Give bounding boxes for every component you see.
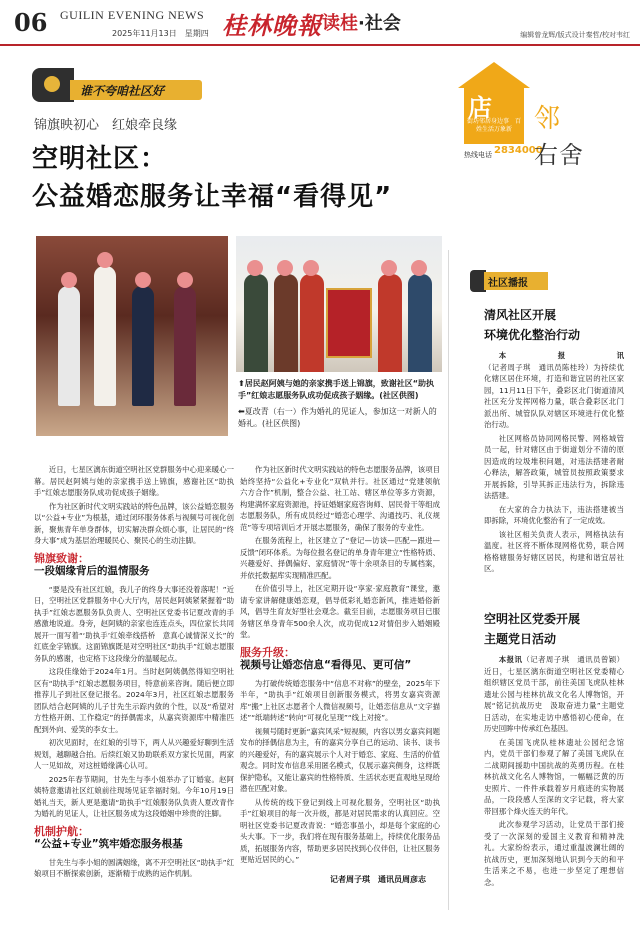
person-figure <box>244 274 268 372</box>
body-paragraph: “要是没有社区红娘，我儿子的终身大事还没着落呢！”近日，空明社区党群服务中心大厅内，居民赵阿姨紧紧握着“助执手”红娘志愿服务队负责人、空明社区党委书记夏改青的手感激地说道。身旁，赵阿姨的亲家也连连点头，四位家长共同展开一面写着“‘助执手’红娘牵线搭桥 意真心诚情深义长”的红底金字锦旗。这面锦旗既是对空明社区“助执手”红娘志愿服务队的感谢，也定格下这段缘分的温暖起点。 <box>34 584 234 663</box>
section-subname: ·社会 <box>358 13 401 34</box>
intro-paragraph: 近日，七星区漓东街道空明社区党群服务中心迎来暖心一幕。居民赵阿姨与她的亲家携手送上锦旗，感谢社区“助执手”红娘志愿服务队成功促成孩子姻缘。 <box>34 465 234 497</box>
caption-b-text: 夏改青（右一）作为婚礼的见证人，参加这一对新人的婚礼。(社区供图) <box>238 407 437 428</box>
person-figure <box>408 274 432 372</box>
body-paragraph: 为打破传统婚恋服务中“信息不对称”的壁垒，2025年下半年，“助执手”红娘项目创新服务模式，将男女嘉宾资源库“搬”上社区志愿者个人微信视频号，让婚恋信息从“文字描述”“纸端转述”转向“可视化呈现”“线上对接”。 <box>240 678 440 722</box>
hotline-label: 热线电话 <box>464 151 492 159</box>
newspaper-logo: 桂林晚報 <box>222 11 322 40</box>
column-tag-label: 谁不夸咱社区好 <box>80 84 165 98</box>
photo-banner-presentation <box>236 236 442 372</box>
publication-date: 2025年11月13日 星期四 <box>112 29 209 38</box>
story-paragraph <box>484 654 624 735</box>
masthead <box>0 0 640 46</box>
story-text: 为持续优化辖区居住环境，打造和谐宜居的社区家园，11月11日下午，叠彩区北门街道清风社区充分发挥网格力量，联合叠彩区北门派出所、城管队队对辖区环境进行优化整治行动。 <box>484 362 624 429</box>
silk-banner <box>326 288 372 358</box>
section-tag: 服务升级： <box>240 645 295 659</box>
person-figure <box>58 286 80 406</box>
story-paragraph <box>484 350 624 431</box>
sidebar-column-tag <box>470 270 620 292</box>
photo-wedding-ceremony <box>36 236 228 436</box>
body-paragraph: 从传统的线下登记到线上可视化服务，空明社区“助执手”红娘项目的每一次升级，都是对居民需求的认真回应。空明社区党委书记夏改青说：“婚恋事虽小，却是每个家庭的心头大事。下一步，我们将在现有服务基础上，持续优化服务品质，拓展服务内容，帮助更多居民找到心仪伴侣，让社区服务更贴近居民的心。” <box>240 797 440 864</box>
story-2-title-1: 空明社区党委开展 <box>484 612 581 626</box>
section-tag: 机制护航： <box>34 824 89 838</box>
intro-paragraph: 作为社区新时代文明实践站的特色品牌，该公益婚恋服务以“公益+专业”为根基，通过闭环服务体系与视频号可视化创新，聚焦青年单身群体，切实解决群众烦心事，让居民的“终身大事”成为基层治理暖民心、聚民心的生动注脚。 <box>34 501 234 545</box>
editor-credits: 编辑曾龙辉/版式设计秦哲/校对韦红 <box>520 31 630 39</box>
story-text: 近日，七星区漓东街道空明社区党委精心组织辖区党员干部，前往美国飞虎队桂林遗址公园与桂林抗战文化名人博物馆，开展“铭记抗战历史 汲取奋进力量”主题党日活动，在实地走访中感悟初心使命，在历史回眸中传承红色基因。 <box>484 666 624 733</box>
brand-slogan: 街坊邻居身边事 百姓生活万象新 <box>466 118 521 133</box>
story-paragraph: 此次参观学习活动，让党员干部们接受了一次深刻的爱国主义教育和精神洗礼。大家纷纷表示，通过重温波澜壮阔的抗战历史，更加深刻地认识到今天的和平生活来之不易，也进一步坚定了理想信念。 <box>484 820 624 887</box>
page-number: 06 <box>14 8 48 37</box>
story-2-title-2: 主题党日活动 <box>484 632 557 646</box>
body-paragraph: 这段佳缘始于2024年1月。当时赵阿姨偶然得知空明社区有“助执手”红娘志愿服务项目，特意前来咨询。随后便立即推荐儿子到社区登记报名。2024年3月，社区红娘志愿服务团队结合赵阿姨的儿子甘先生示踪内敛的个性，以及“希望对方性格开朗、工作稳定”的择偶需求，从嘉宾资源库中精准匹配到外向、爱笑的李女士。 <box>34 667 234 734</box>
photo-caption-b: ⬅夏改青（右一）作为婚礼的见证人，参加这一对新人的婚礼。(社区供图) <box>238 407 437 428</box>
story-paragraph: 该社区相关负责人表示，网格执法有温度。社区将不断体现网格优势，联合网格格辖服务好辖区居民，构建和谐宜居社区。 <box>484 529 624 573</box>
hotline-number: 2834000 <box>494 145 543 156</box>
body-paragraph: 在服务流程上，社区建立了“登记—访谈—匹配—跟进—反馈”闭环体系。为每位报名登记的单身青年建立“性格特质、兴趣爱好、择偶偏好、家庭情况”等十余项条目的专属档案，并依托数据库实现精准匹配。 <box>240 536 440 580</box>
body-paragraph: 作为社区新时代文明实践站的特色志愿服务品牌，该项目始终坚持“公益化+专业化”双轨并行。社区通过“党建领航 六方合作”机制，整合公益、社工站、辖区单位等多方资源，构建满怀家庭资源池，持证婚姻家庭咨询师、居民骨干等组成志愿服务队，所有成员经过“婚恋心理学、沟通技巧、礼仪规范”等专项培训后才开展志愿服务，确保了服务的专业性。 <box>240 465 448 532</box>
story-2-body <box>484 654 624 890</box>
headline-line-1: 空明社区： <box>32 144 168 174</box>
story-paragraph: 社区网格员协同网格民警、网格城管员一起，针对辖区由于街道划分不清的原因造成的垃圾堆积问题，对违法搭建者耐心释法，解答政策，城管员按照政策要求开展拆除，引导其拆正违法行为，拆除违法搭建。 <box>484 433 624 500</box>
story-reporter: （记者周子琪 通讯员陈桂玲） <box>484 362 594 372</box>
story-reporter: （记者周子琪 通讯员曾颖） <box>522 655 624 664</box>
paper-name-english: GUILIN EVENING NEWS <box>60 8 205 22</box>
story-1-title-2: 环境优化整治行动 <box>484 328 581 342</box>
body-paragraph: 甘先生与李小姐的圆满姻缘，离不开空明社区“助执手”红娘项目不断探索创新，逐渐精于成熟的运作机制。 <box>34 857 234 878</box>
article-column-1 <box>34 464 234 882</box>
body-paragraph: 在价值引导上，社区定期开设“享家·家庭教育”课堂，邀请专家讲解健康婚恋观，倡导低彩礼婚恋新风，推进婚俗新风，倡导生育友好型社会观念。截至目前，志愿服务项目已服务辖区单身青年500余人次，成功促成12对情侣步入婚姻殿堂。 <box>240 584 440 639</box>
story-paragraph: 在美国飞虎队桂林遗址公园纪念馆内，党员干部们参观了解了美国飞虎队在二战期间援助中国抗战的英勇历程。在桂林抗战文化名人博物馆，一幅幅泛黄的历史照片、一件件承载着岁月痕迹的实物展品，一段段感人至深的文字记载，将大家带回那个烽火连天的年代。 <box>484 737 624 816</box>
section-title <box>322 9 401 35</box>
body-paragraph: 初次见面时，在红娘的引导下，两人从兴趣爱好聊到生活规划，越聊越合拍。后续红娘又协助联系双方家长见面，两家人一见如故，对这桩婚缘满心认可。 <box>34 738 234 770</box>
story-1-body <box>484 350 624 577</box>
headline-line-2: 公益婚恋服务让幸福“看得见” <box>32 182 393 212</box>
article-kicker: 锦旗映初心 红娘牵良缘 <box>34 118 178 133</box>
person-figure <box>94 266 116 406</box>
story-lead: 本报讯 <box>498 351 624 360</box>
brand-name-top: 邻 <box>534 104 562 134</box>
section-name: 读桂 <box>322 13 358 34</box>
byline: 记者周子琪 通讯员周彦志 <box>330 875 426 884</box>
body-paragraph: 2025年春节期间，甘先生与李小姐举办了订婚宴。赵阿姨特意邀请社区红娘前往现场见证幸福时刻。今年10月19日婚礼当天，新人更是邀请“助执手”红娘服务队负责人夏改青作为婚礼的见证人，让社区服务成为这段婚姻中珍贵的注脚。 <box>34 774 234 818</box>
person-figure <box>300 274 324 372</box>
roof-shape <box>458 62 530 88</box>
sidebar-tag-label: 社区播报 <box>488 278 528 289</box>
section-tag: 锦旗致谢： <box>34 551 89 565</box>
brand-name <box>534 98 584 170</box>
person-figure <box>378 274 402 372</box>
section-title: 视频号让婚恋信息“看得见、更可信” <box>240 659 412 671</box>
caption-a-text: 居民赵阿姨与她的亲家携手送上锦旗，致谢社区“助执手”红娘志愿服务队成功促成孩子姻缘。(社区供图) <box>238 379 434 400</box>
section-title: “公益+专业”筑牢婚恋服务根基 <box>34 838 183 850</box>
story-lead: 本报讯 <box>498 655 523 664</box>
story-1-title-1: 清风社区开展 <box>484 308 557 322</box>
house-logo <box>458 62 530 146</box>
column-badge-icon <box>32 68 74 102</box>
column-tag <box>32 68 202 102</box>
person-figure <box>274 274 298 372</box>
brand-big-char: 店 <box>468 93 492 122</box>
brand-name-bottom: 右舍 <box>534 141 584 169</box>
section-title: 一段姻缘背后的温情服务 <box>34 565 150 577</box>
photo-caption-a: ⬆居民赵阿姨与她的亲家携手送上锦旗，致谢社区“助执手”红娘志愿服务队成功促成孩子姻缘。(社区供图) <box>238 379 434 400</box>
story-paragraph: 在大家的合力执法下，违法搭建被当即拆除，环境优化整治有了一定成效。 <box>484 504 624 525</box>
person-figure <box>174 286 196 406</box>
body-paragraph: 视频号随时更新“嘉宾风采”短视频，内容以男女嘉宾间题发布的择偶信息为主，有的嘉宾分享自己的运动、读书、谈书的兴趣爱好，有的嘉宾展示个人对于婚恋、家庭、生活的价值观念。同时发布信息采用匿名模式，仅展示嘉宾侧身，这样既保护隐私，又能让嘉宾的性格特质、生活状态更直观地呈现给潜在匹配对象。 <box>240 726 440 793</box>
person-figure <box>132 286 154 406</box>
article-column-2 <box>240 464 448 868</box>
column-divider <box>448 250 449 910</box>
